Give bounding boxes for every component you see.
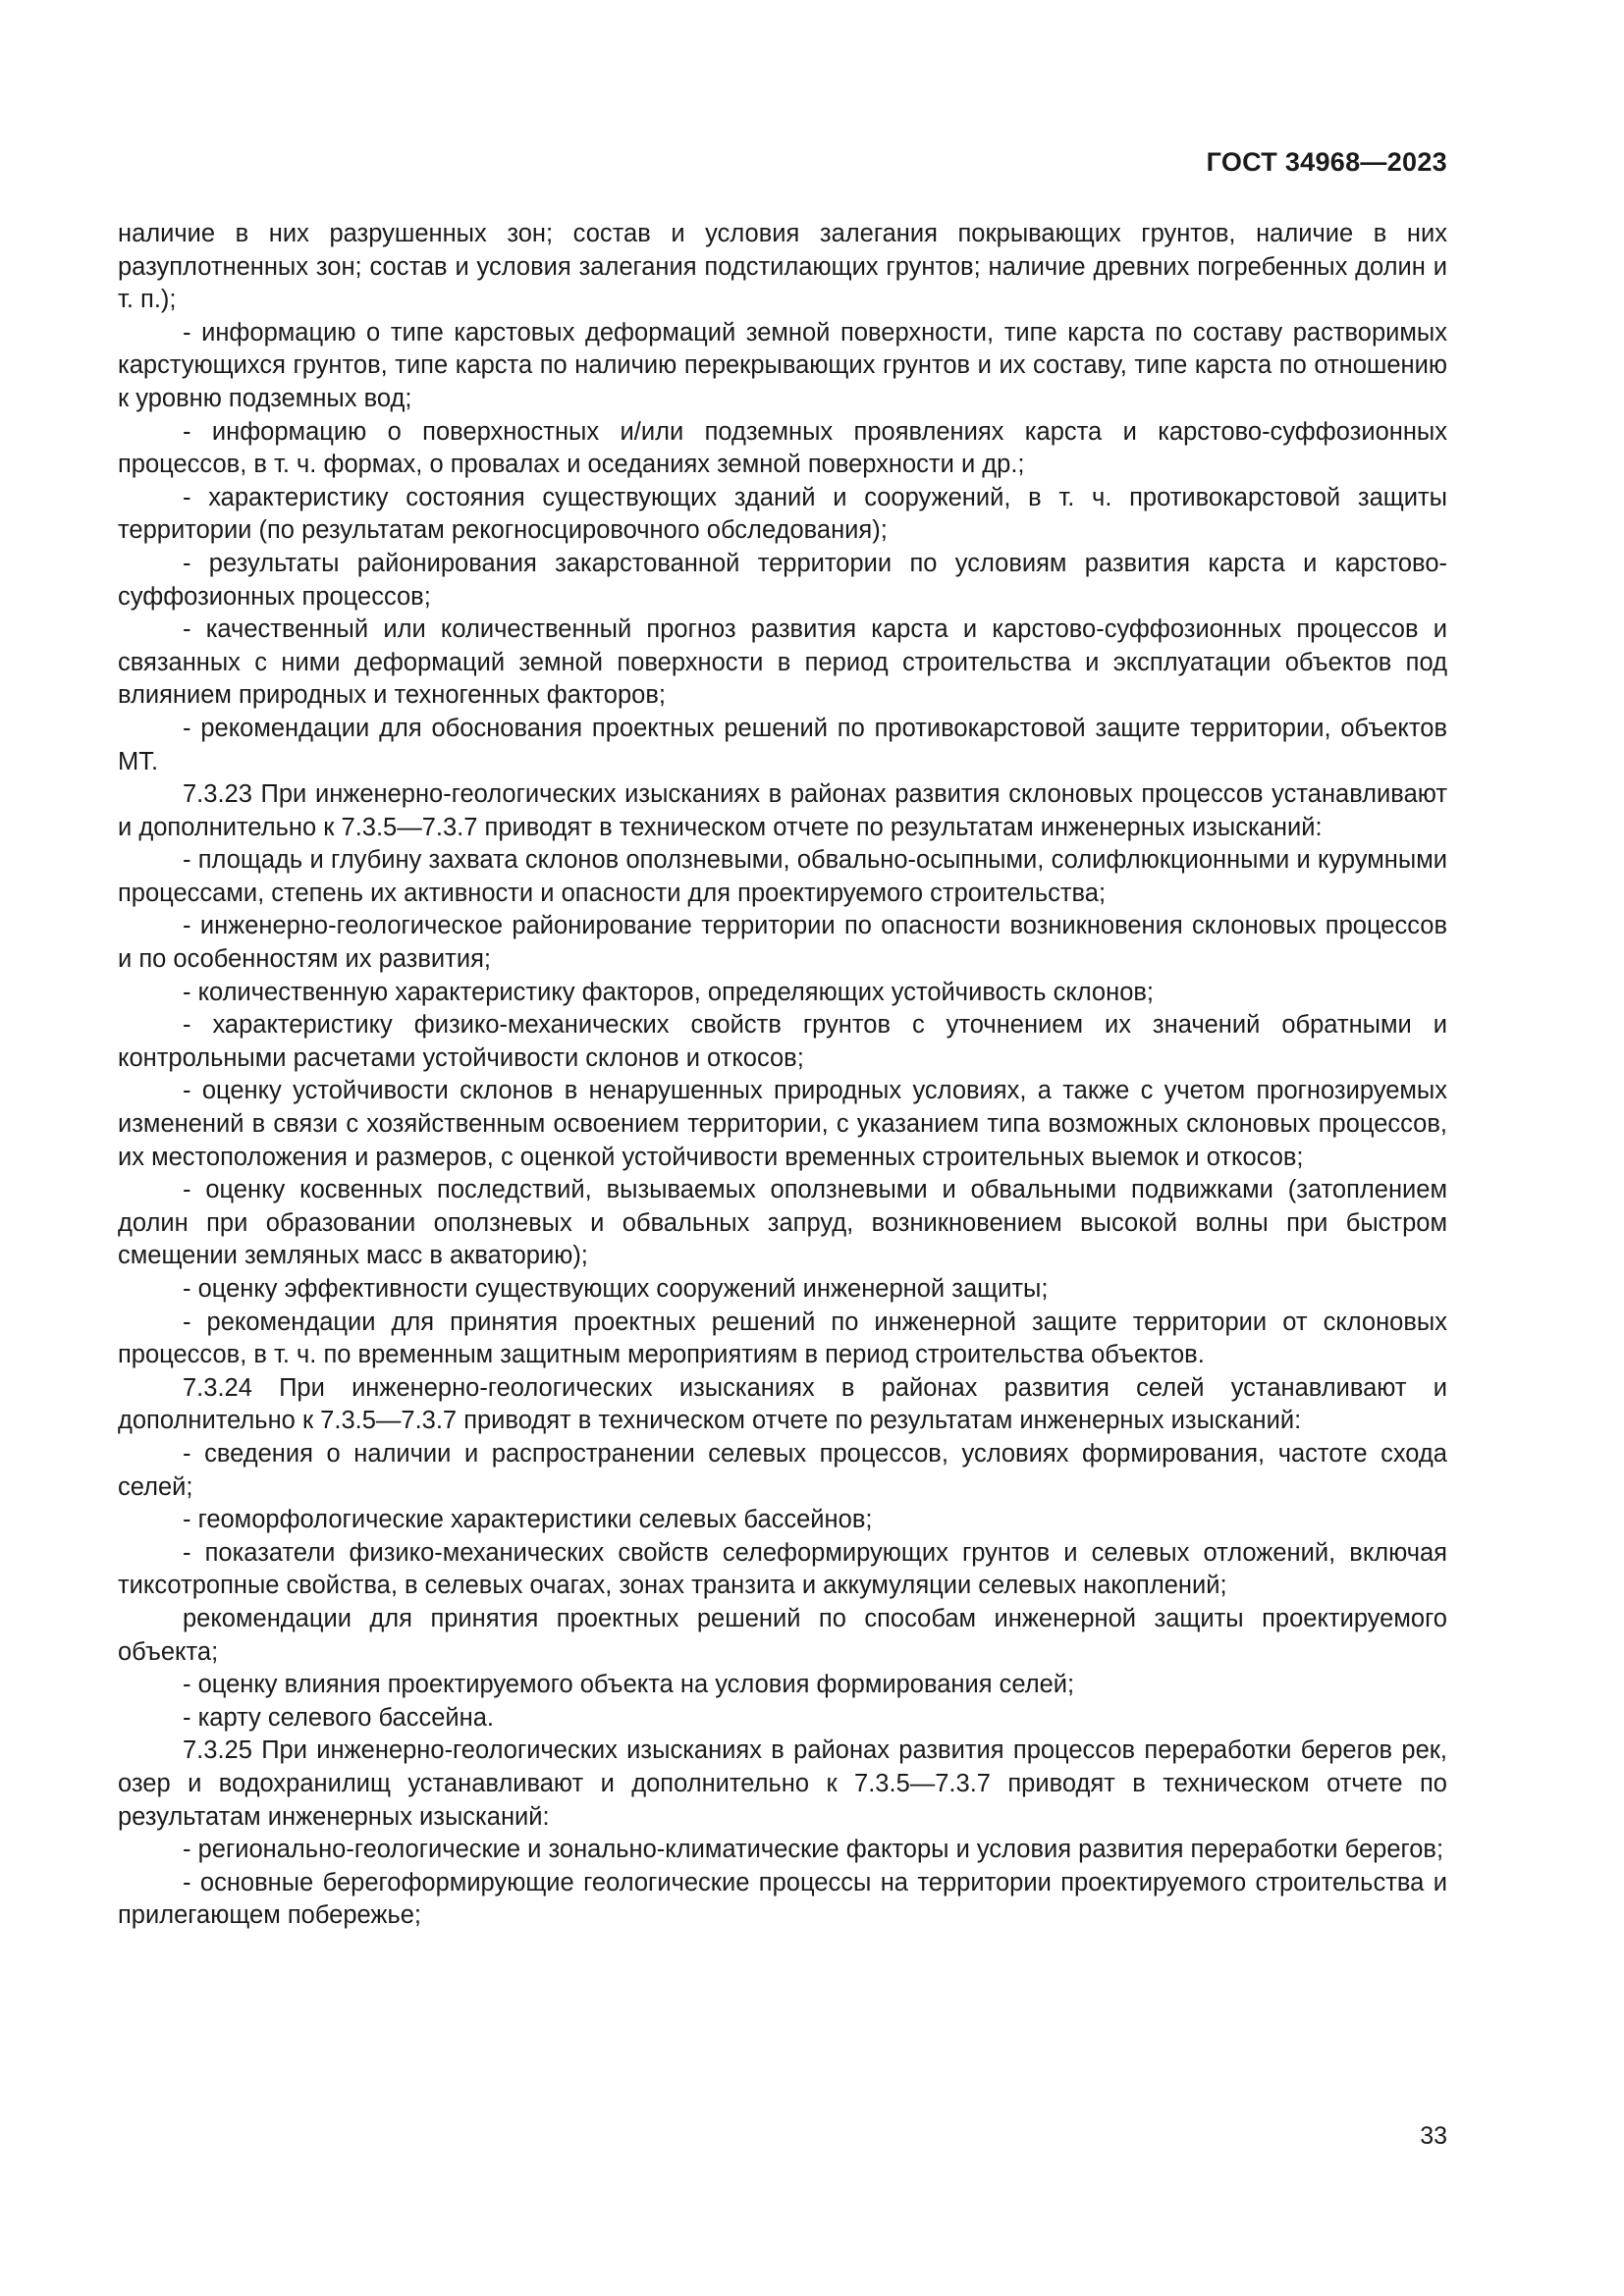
list-item: - оценку эффективности существующих сооружений инженерной защиты; bbox=[183, 1275, 1049, 1303]
list-item: - регионально-геологические и зонально-климатические факторы и условия развития переработки берегов; bbox=[183, 1836, 1444, 1864]
page-number: 33 bbox=[1420, 2122, 1447, 2150]
clause-7-3-23: 7.3.23 При инженерно-геологических изысканиях в районах развития склоновых процессов устанавливают и дополнительно к 7.3.5—7.3.7 приводят в техническом отчете по результатам инженерных изысканий: bbox=[118, 780, 1447, 841]
list-item: - информацию о типе карстовых деформаций земной поверхности, типе карста по составу растворимых карстующихся грунтов, типе карста по наличию перекрывающих грунтов и их составу, типе карста по отношению к уровню подземных вод; bbox=[118, 318, 1447, 412]
list-item: - качественный или количественный прогноз развития карста и карстово-суффозионных процессов и связанных с ними деформаций земной поверхности в период строительства и эксплуатации объектов под влиянием природных и техногенных факторов; bbox=[118, 615, 1447, 710]
list-item: - площадь и глубину захвата склонов оползневыми, обвально-осыпными, солифлюкционными и курумными процессами, степень их активности и опасности для проектируемого строительства; bbox=[118, 846, 1447, 907]
list-item: - информацию о поверхностных и/или подземных проявлениях карста и карстово-суффозионных процессов, в т. ч. формах, о провалах и оседаниях земной поверхности и др.; bbox=[118, 417, 1447, 479]
list-item: - результаты районирования закарстованной территории по условиям развития карста и карстово-суффозионных процессов; bbox=[118, 549, 1447, 611]
list-item: - оценку косвенных последствий, вызываемых оползневыми и обвальными подвижками (затоплением долин при образовании оползневых и обвальных запруд, возникновением высокой волны при быстром смещении земляных масс в акваторию); bbox=[118, 1176, 1447, 1270]
paragraph-continuation: наличие в них разрушенных зон; состав и условия залегания покрывающих грунтов, наличие в них разуплотненных зон; состав и условия залегания подстилающих грунтов; наличие древних погребенных долин и т. п.); bbox=[118, 220, 1447, 314]
list-item: - характеристику состояния существующих зданий и сооружений, в т. ч. противокарстовой защиты территории (по результатам рекогносцировочного обследования); bbox=[118, 483, 1447, 545]
document-code-header: ГОСТ 34968—2023 bbox=[1206, 147, 1447, 177]
list-item: - показатели физико-механических свойств селеформирующих грунтов и селевых отложений, включая тиксотропные свойства, в селевых очагах, зонах транзита и аккумуляции селевых накоплений; bbox=[118, 1538, 1447, 1600]
list-item: - сведения о наличии и распространении селевых процессов, условиях формирования, частоте схода селей; bbox=[118, 1439, 1447, 1501]
list-item: - рекомендации для обоснования проектных решений по противокарстовой защите территории, объектов МТ. bbox=[118, 714, 1447, 775]
list-item: - оценку устойчивости склонов в ненарушенных природных условиях, а также с учетом прогнозируемых изменений в связи с хозяйственным освоением территории, с указанием типа возможных склоновых процессов, их местоположения и размеров, с оценкой устойчивости временных строительных выемок и откосов; bbox=[118, 1077, 1447, 1171]
list-item: - характеристику физико-механических свойств грунтов с уточнением их значений обратными и контрольными расчетами устойчивости склонов и откосов; bbox=[118, 1011, 1447, 1072]
clause-7-3-24: 7.3.24 При инженерно-геологических изысканиях в районах развития селей устанавливают и дополнительно к 7.3.5—7.3.7 приводят в техническом отчете по результатам инженерных изысканий: bbox=[118, 1373, 1447, 1435]
list-item: - рекомендации для принятия проектных решений по инженерной защите территории от склоновых процессов, в т. ч. по временным защитным мероприятиям в период строительства объектов. bbox=[118, 1308, 1447, 1369]
page-body bbox=[118, 218, 1447, 1933]
list-item: - геоморфологические характеристики селевых бассейнов; bbox=[183, 1506, 873, 1534]
list-item: - инженерно-геологическое районирование территории по опасности возникновения склоновых процессов и по особенностям их развития; bbox=[118, 912, 1447, 974]
list-item: - оценку влияния проектируемого объекта на условия формирования селей; bbox=[183, 1671, 1075, 1699]
list-item: - карту селевого бассейна. bbox=[183, 1703, 494, 1732]
list-item: рекомендации для принятия проектных решений по способам инженерной защиты проектируемого объекта; bbox=[118, 1604, 1447, 1666]
list-item: - основные берегоформирующие геологические процессы на территории проектируемого строительства и прилегающем побережье; bbox=[118, 1868, 1447, 1930]
list-item: - количественную характеристику факторов, определяющих устойчивость склонов; bbox=[183, 978, 1155, 1006]
clause-7-3-25: 7.3.25 При инженерно-геологических изысканиях в районах развития процессов переработки берегов рек, озер и водохранилищ устанавливают и дополнительно к 7.3.5—7.3.7 приводят в техническом отчете по результатам инженерных изысканий: bbox=[118, 1736, 1447, 1831]
